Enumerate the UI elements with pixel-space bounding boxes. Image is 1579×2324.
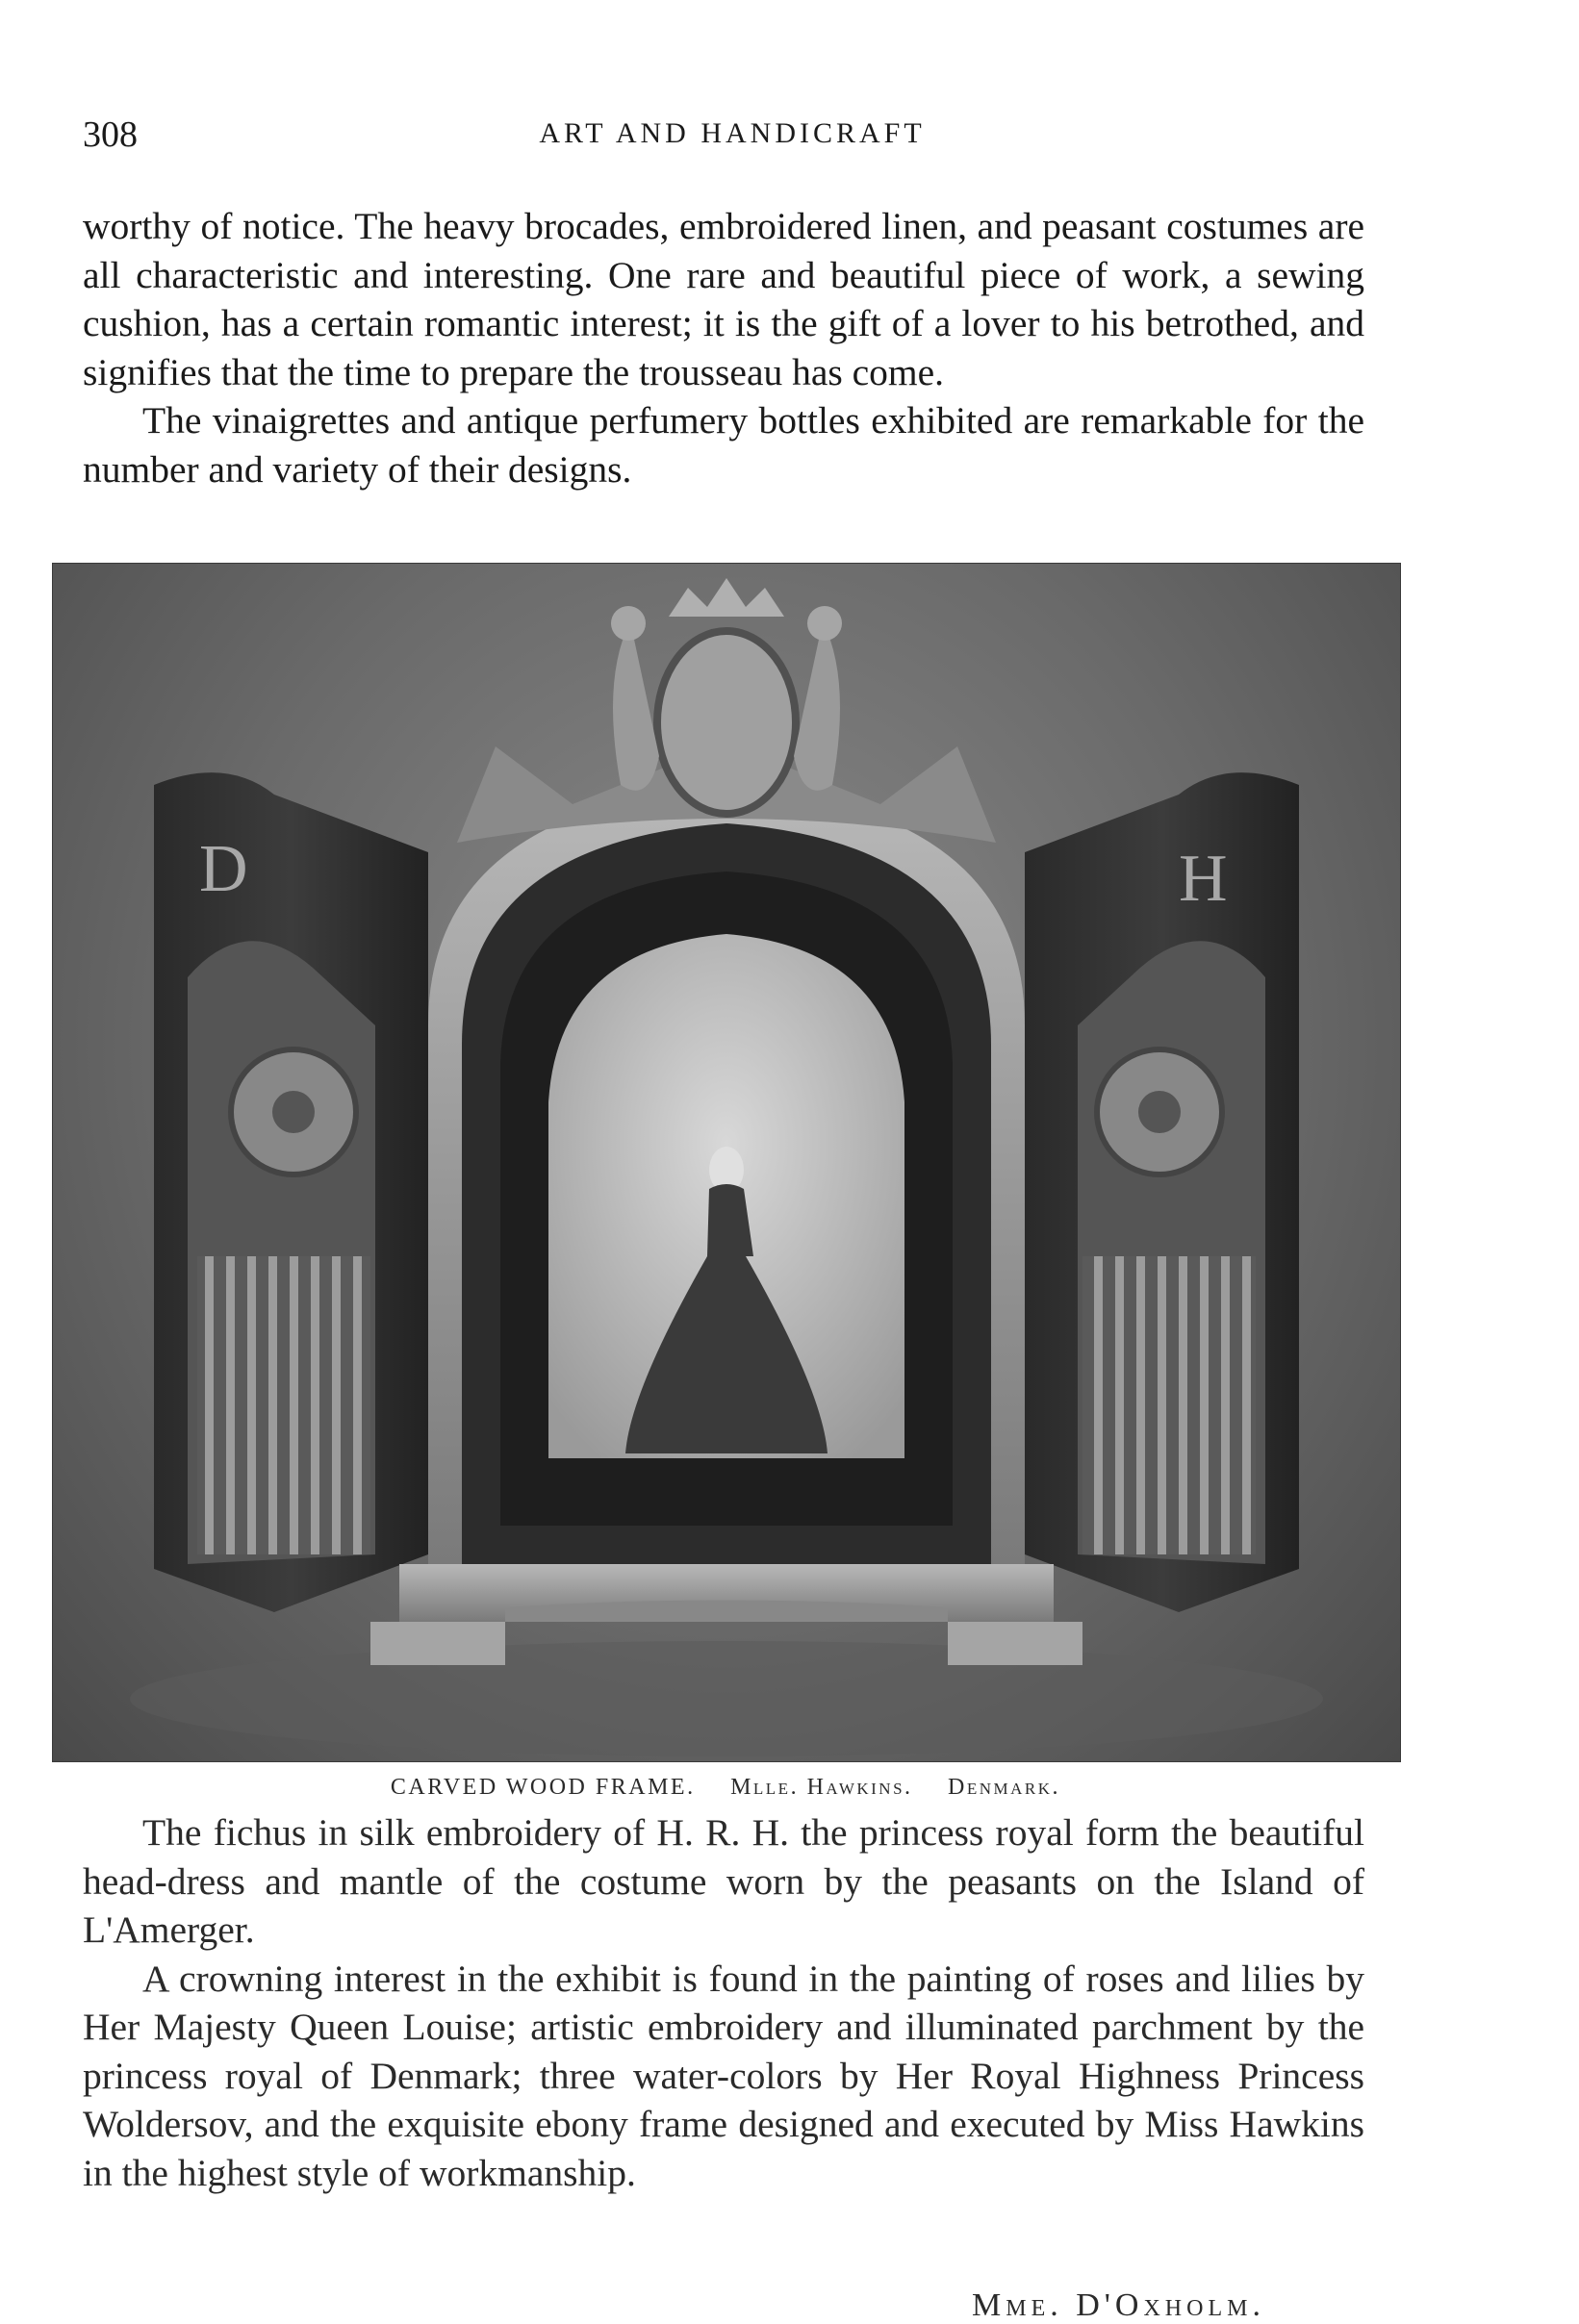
text-block-top (83, 202, 1364, 493)
photo-carved-wood-frame (52, 563, 1401, 1762)
left-wing-panel (154, 772, 428, 1612)
caption-artist: Mlle. Hawkins. (730, 1775, 913, 1800)
caption-country: Denmark. (948, 1775, 1061, 1800)
paragraph: A crowning interest in the exhibit is found in the painting of roses and lilies by Her Majesty Queen Louise; artistic embroidery and illuminated parchment by the princess royal of Denmark; three water-colors by Her Royal Highness Princess Woldersov, and the exquisite ebony frame designed and executed by Miss Hawkins in the highest style of workmanship. (83, 1957, 1364, 2194)
center-frame (428, 785, 1025, 1564)
paragraph: worthy of notice. The heavy brocades, embroidered linen, and peasant costumes are all characteristic and interesting. One rare and beautiful piece of work, a sewing cushion, has a certain romantic interest; it is the gift of a lover to his betrothed, and signifies that the time to prepare the trousseau has come. (83, 205, 1364, 393)
page-header (83, 114, 1382, 162)
frame-illustration (53, 564, 1400, 1761)
caption-title: CARVED WOOD FRAME. (390, 1775, 696, 1800)
crest-ornament (457, 578, 996, 843)
text-block-bottom (83, 1808, 1364, 2197)
author-signature: Mme. D'Oxholm. (972, 2287, 1265, 2323)
paragraph: The vinaigrettes and antique perfumery bottles exhibited are remarkable for the number and variety of their designs. (83, 399, 1364, 491)
running-head: ART AND HANDICRAFT (539, 117, 926, 149)
figure-caption (52, 1775, 1399, 1801)
svg-text:H: H (1179, 842, 1228, 916)
svg-text:D: D (199, 832, 248, 906)
paragraph: The fichus in silk embroidery of H. R. H. the princess royal form the beautiful head-dress and mantle of the costume worn by the peasants on the Island of L'Amerger. (83, 1811, 1364, 1951)
right-wing-panel (1025, 772, 1299, 1612)
page-number: 308 (83, 114, 138, 155)
